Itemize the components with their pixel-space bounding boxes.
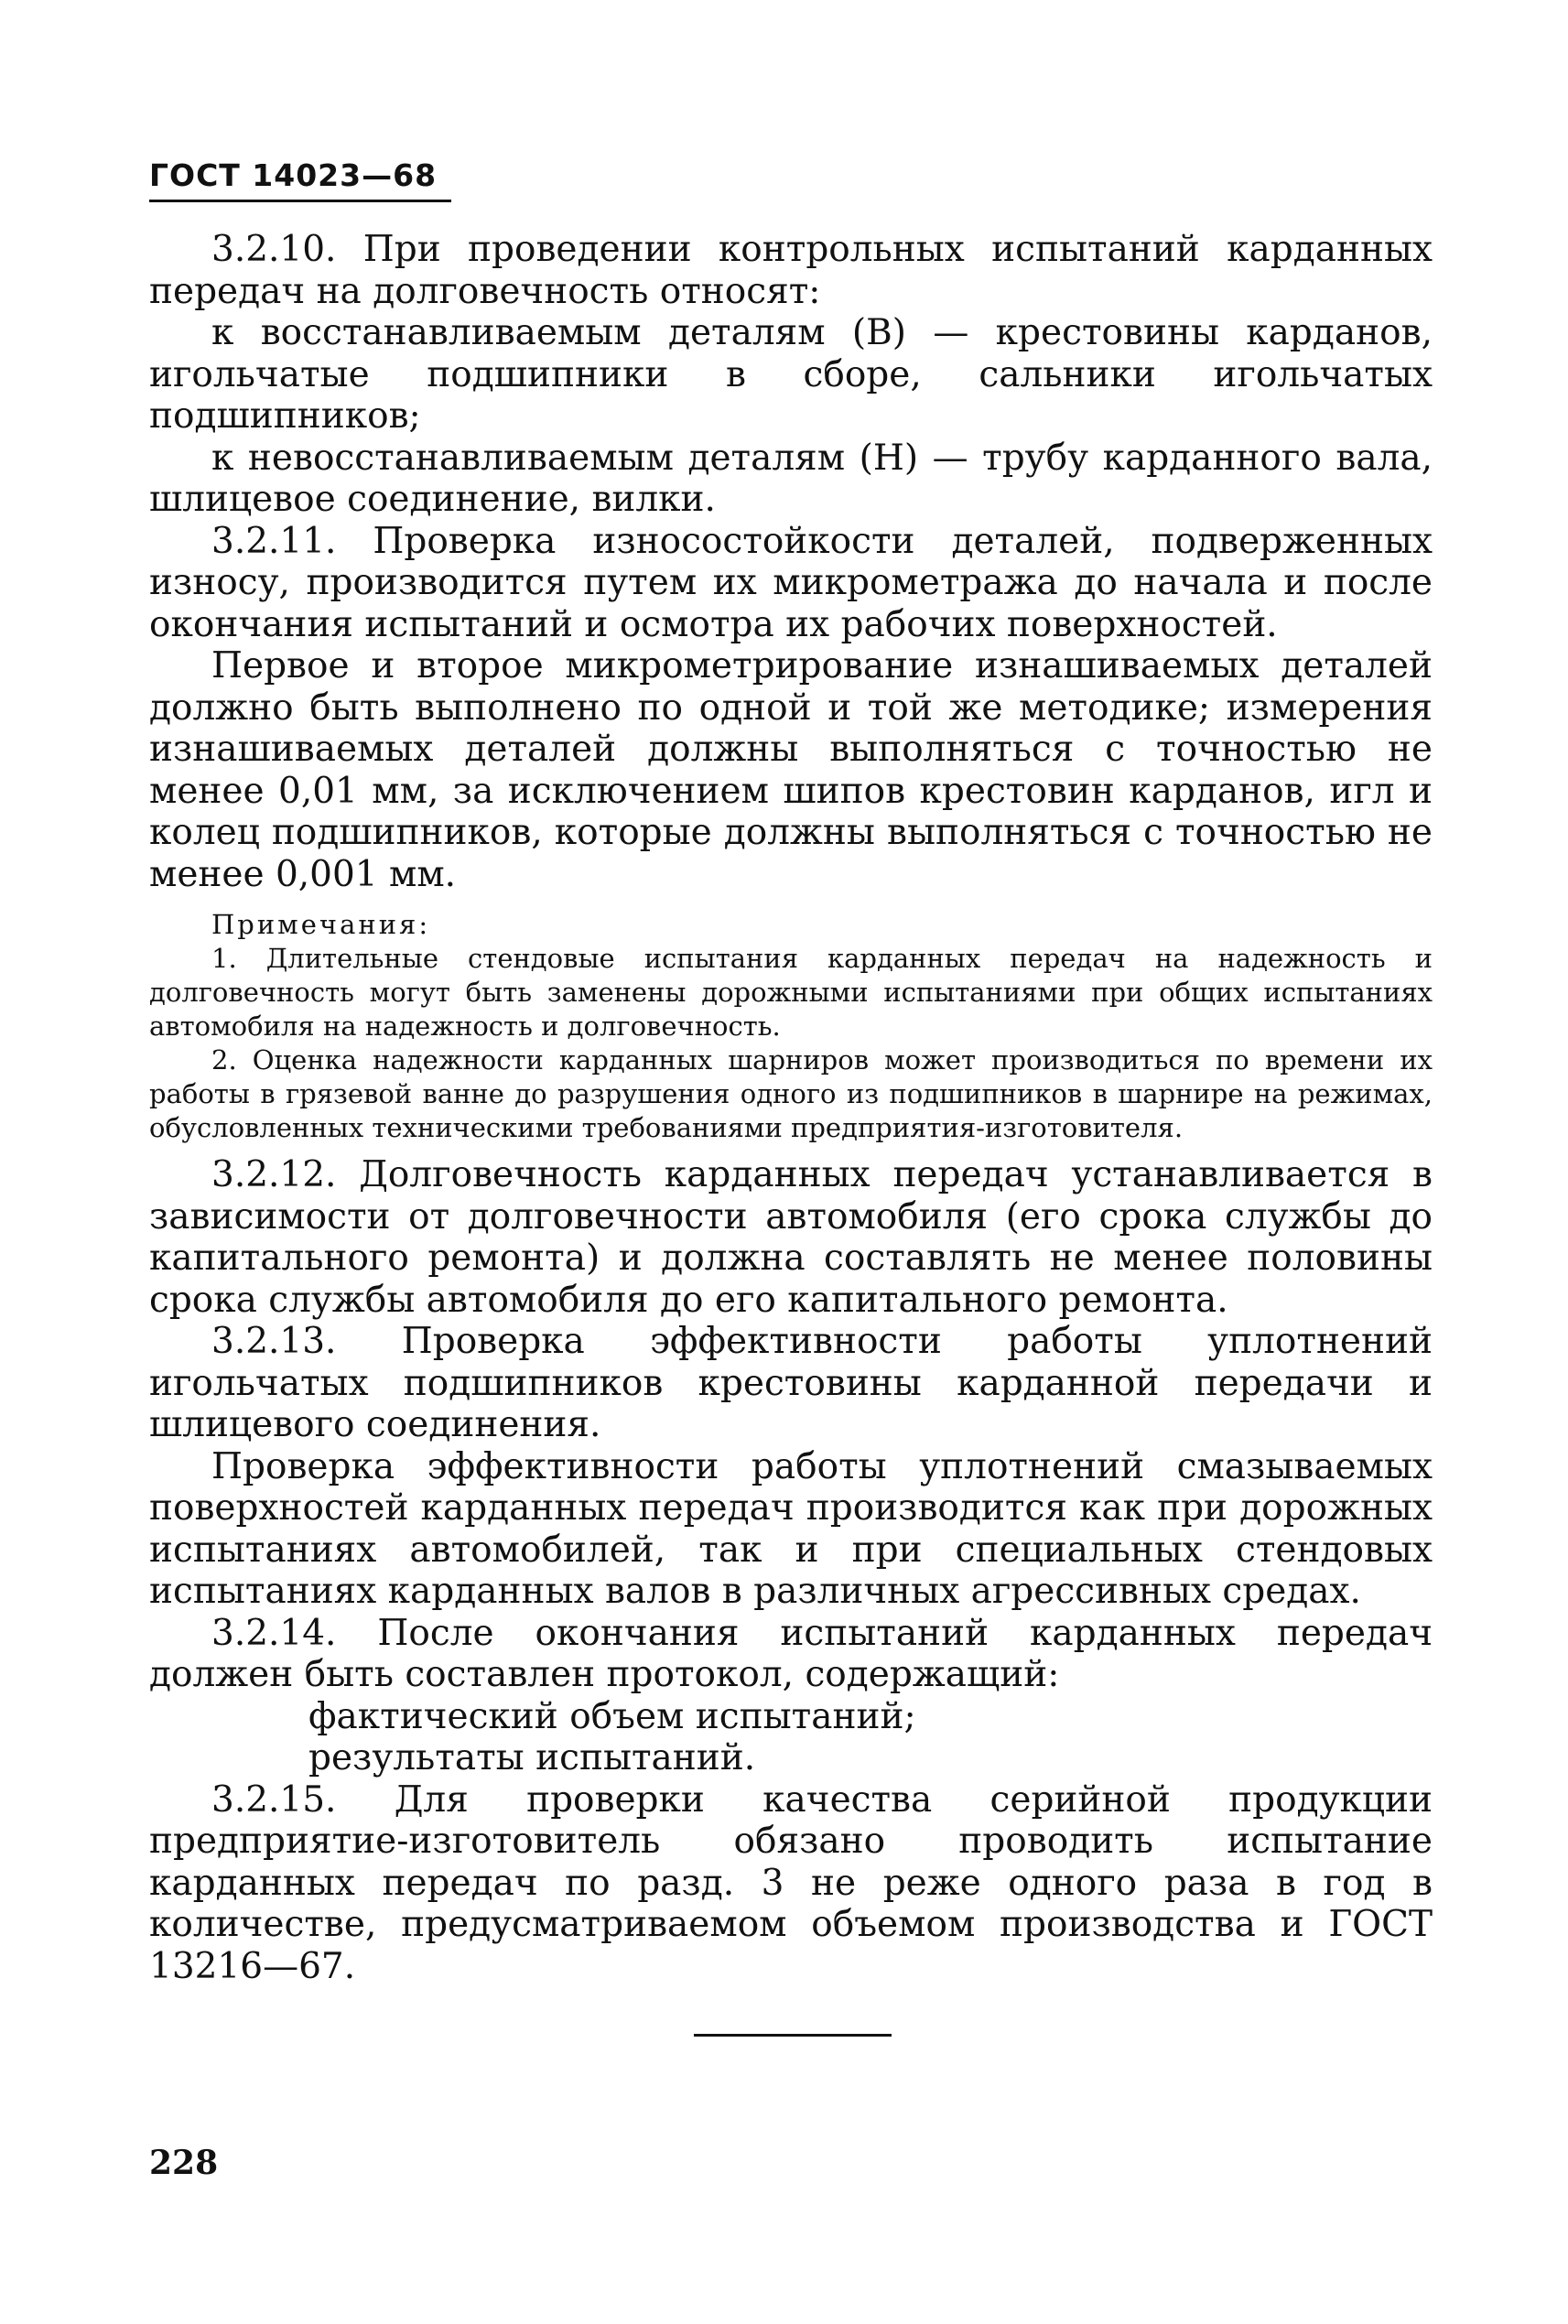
- end-rule: [694, 2034, 892, 2037]
- clause-3-2-10-item-restorable: к восстанавливаемым деталям (В) — крестовины карданов, игольчатые подшипники в сборе, сальники игольчатых подшипников;: [149, 312, 1433, 437]
- clauses-after-notes: [149, 1154, 1433, 1987]
- clause-3-2-12: 3.2.12. Долговечность карданных передач устанавливается в зависимости от долговечности автомобиля (его срока службы до капитального ремонта) и должна составлять не менее половины срока службы автомобиля до его капитального ремонта.: [149, 1154, 1433, 1321]
- clause-3-2-15: 3.2.15. Для проверки качества серийной продукции предприятие-изготовитель обязано проводить испытание карданных передач по разд. 3 не реже одного раза в год в количестве, предусматриваемом объемом производства и ГОСТ 13216—67.: [149, 1778, 1433, 1987]
- clause-3-2-14: 3.2.14. После окончания испытаний карданных передач должен быть составлен протокол, содержащий:: [149, 1612, 1433, 1695]
- clause-3-2-13-paragraph-2: Проверка эффективности работы уплотнений смазываемых поверхностей карданных передач производится как при дорожных испытаниях автомобилей, так и при специальных стендовых испытаниях карданных валов в различных агрессивных средах.: [149, 1445, 1433, 1612]
- clause-3-2-11: 3.2.11. Проверка износостойкости деталей, подверженных износу, производится путем их микрометража до начала и после окончания испытаний и осмотра их рабочих поверхностей.: [149, 520, 1433, 645]
- protocol-item-1: фактический объем испытаний;: [308, 1695, 916, 1737]
- clause-3-2-10-intro: 3.2.10. При проведении контрольных испытаний карданных передач на долговечность относят:: [149, 229, 1433, 312]
- header-rule: [149, 200, 451, 202]
- document-body: [149, 229, 1433, 1987]
- note-2: 2. Оценка надежности карданных шарниров может производиться по времени их работы в грязевой ванне до разрушения одного из подшипников в шарнире на режимах, обусловленных техническими требованиями предприятия-изготовителя.: [149, 1044, 1433, 1143]
- protocol-item-2: результаты испытаний.: [308, 1737, 756, 1778]
- notes-block: [149, 908, 1433, 1145]
- clause-3-2-10-item-nonrestorable: к невосстанавливаемым деталям (Н) — трубу карданного вала, шлицевое соединение, вилки.: [149, 437, 1433, 520]
- clause-3-2-11-paragraph-2: Первое и второе микрометрирование изнашиваемых деталей должно быть выполнено по одной и той же методике; измерения изнашиваемых деталей должны выполняться с точностью не менее 0,01 мм, за исключением шипов крестовин карданов, игл и колец подшипников, которые должны выполняться с точностью не менее 0,001 мм.: [149, 645, 1433, 895]
- note-1: 1. Длительные стендовые испытания карданных передач на надежность и долговечность могут быть заменены дорожными испытаниями при общих испытаниях автомобиля на надежность и долговечность.: [149, 943, 1433, 1042]
- notes-title: Примечания:: [211, 909, 431, 940]
- clause-3-2-13: 3.2.13. Проверка эффективности работы уплотнений игольчатых подшипников крестовины карданной передачи и шлицевого соединения.: [149, 1321, 1433, 1445]
- page-number: 228: [149, 2144, 219, 2182]
- document-header: ГОСТ 14023—68: [149, 157, 438, 193]
